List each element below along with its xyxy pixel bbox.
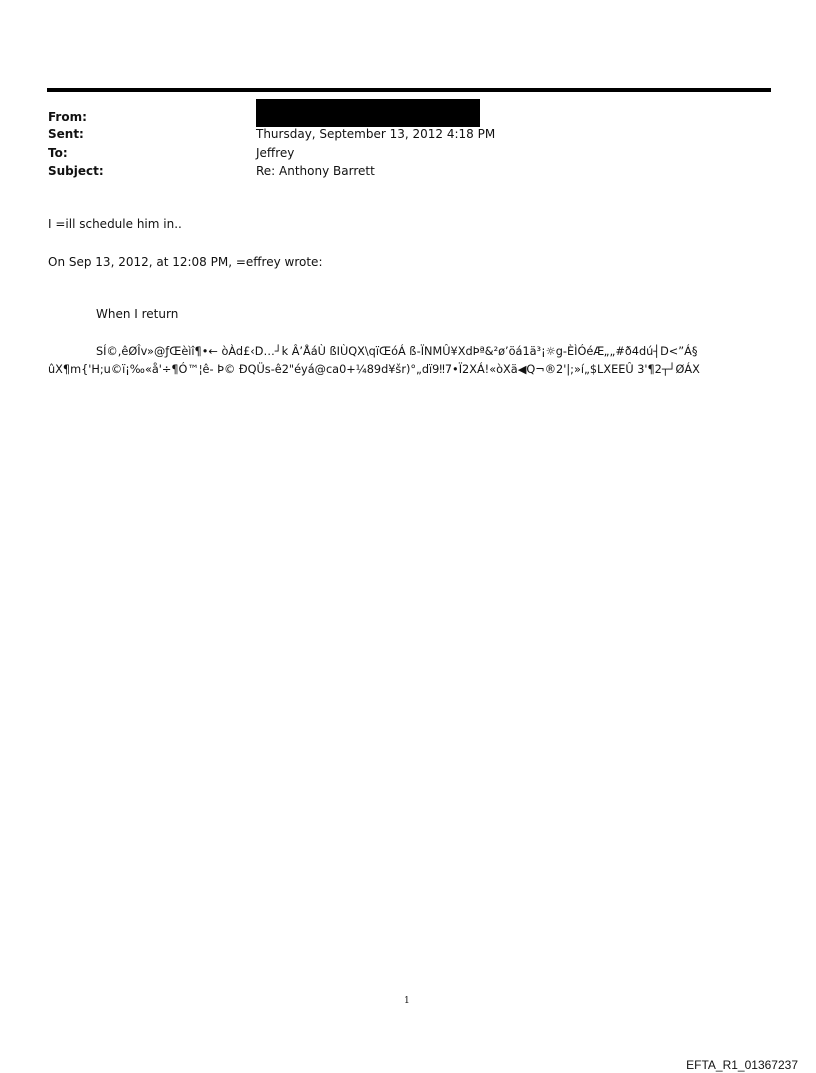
subject-label: Subject:	[48, 164, 104, 178]
garbled-line-1: SÍ©,êØÎv»@ƒŒèìî¶•← òÀd£‹D…┘k Â’ÅáÙ ßIÙQX\qïŒóÁ ß-ÏNMÛ¥XdÞª&²ø’öá1ä³¡☼g-ÈÌÓéÆ„„#ð4dú┤D<”Á§	[96, 345, 698, 358]
reply-line: I =ill schedule him in..	[48, 217, 182, 231]
page-number: 1	[404, 996, 410, 1006]
redaction-block	[256, 99, 480, 127]
quoted-line: When I return	[96, 307, 179, 321]
header-rule	[47, 88, 771, 92]
to-value: Jeffrey	[256, 146, 295, 160]
sent-value: Thursday, September 13, 2012 4:18 PM	[256, 127, 496, 141]
quote-intro: On Sep 13, 2012, at 12:08 PM, =effrey wrote:	[48, 255, 323, 269]
from-label: From:	[48, 110, 87, 124]
subject-value: Re: Anthony Barrett	[256, 164, 375, 178]
garbled-line-2: ûX¶m{'H;u©ï¡‰«å'÷¶Ó™¦ê- Þ© ÐQÜs-ê2"éyá@ca0+¼89d¥šr)°„dï9‼7•Ï2XÁ!«òXä◀Q¬®2'|;»í„$LXEEÛ 3'¶2┬┘ØÁX	[48, 363, 700, 376]
bates-number: EFTA_R1_01367237	[686, 1058, 798, 1072]
sent-label: Sent:	[48, 127, 84, 141]
to-label: To:	[48, 146, 68, 160]
